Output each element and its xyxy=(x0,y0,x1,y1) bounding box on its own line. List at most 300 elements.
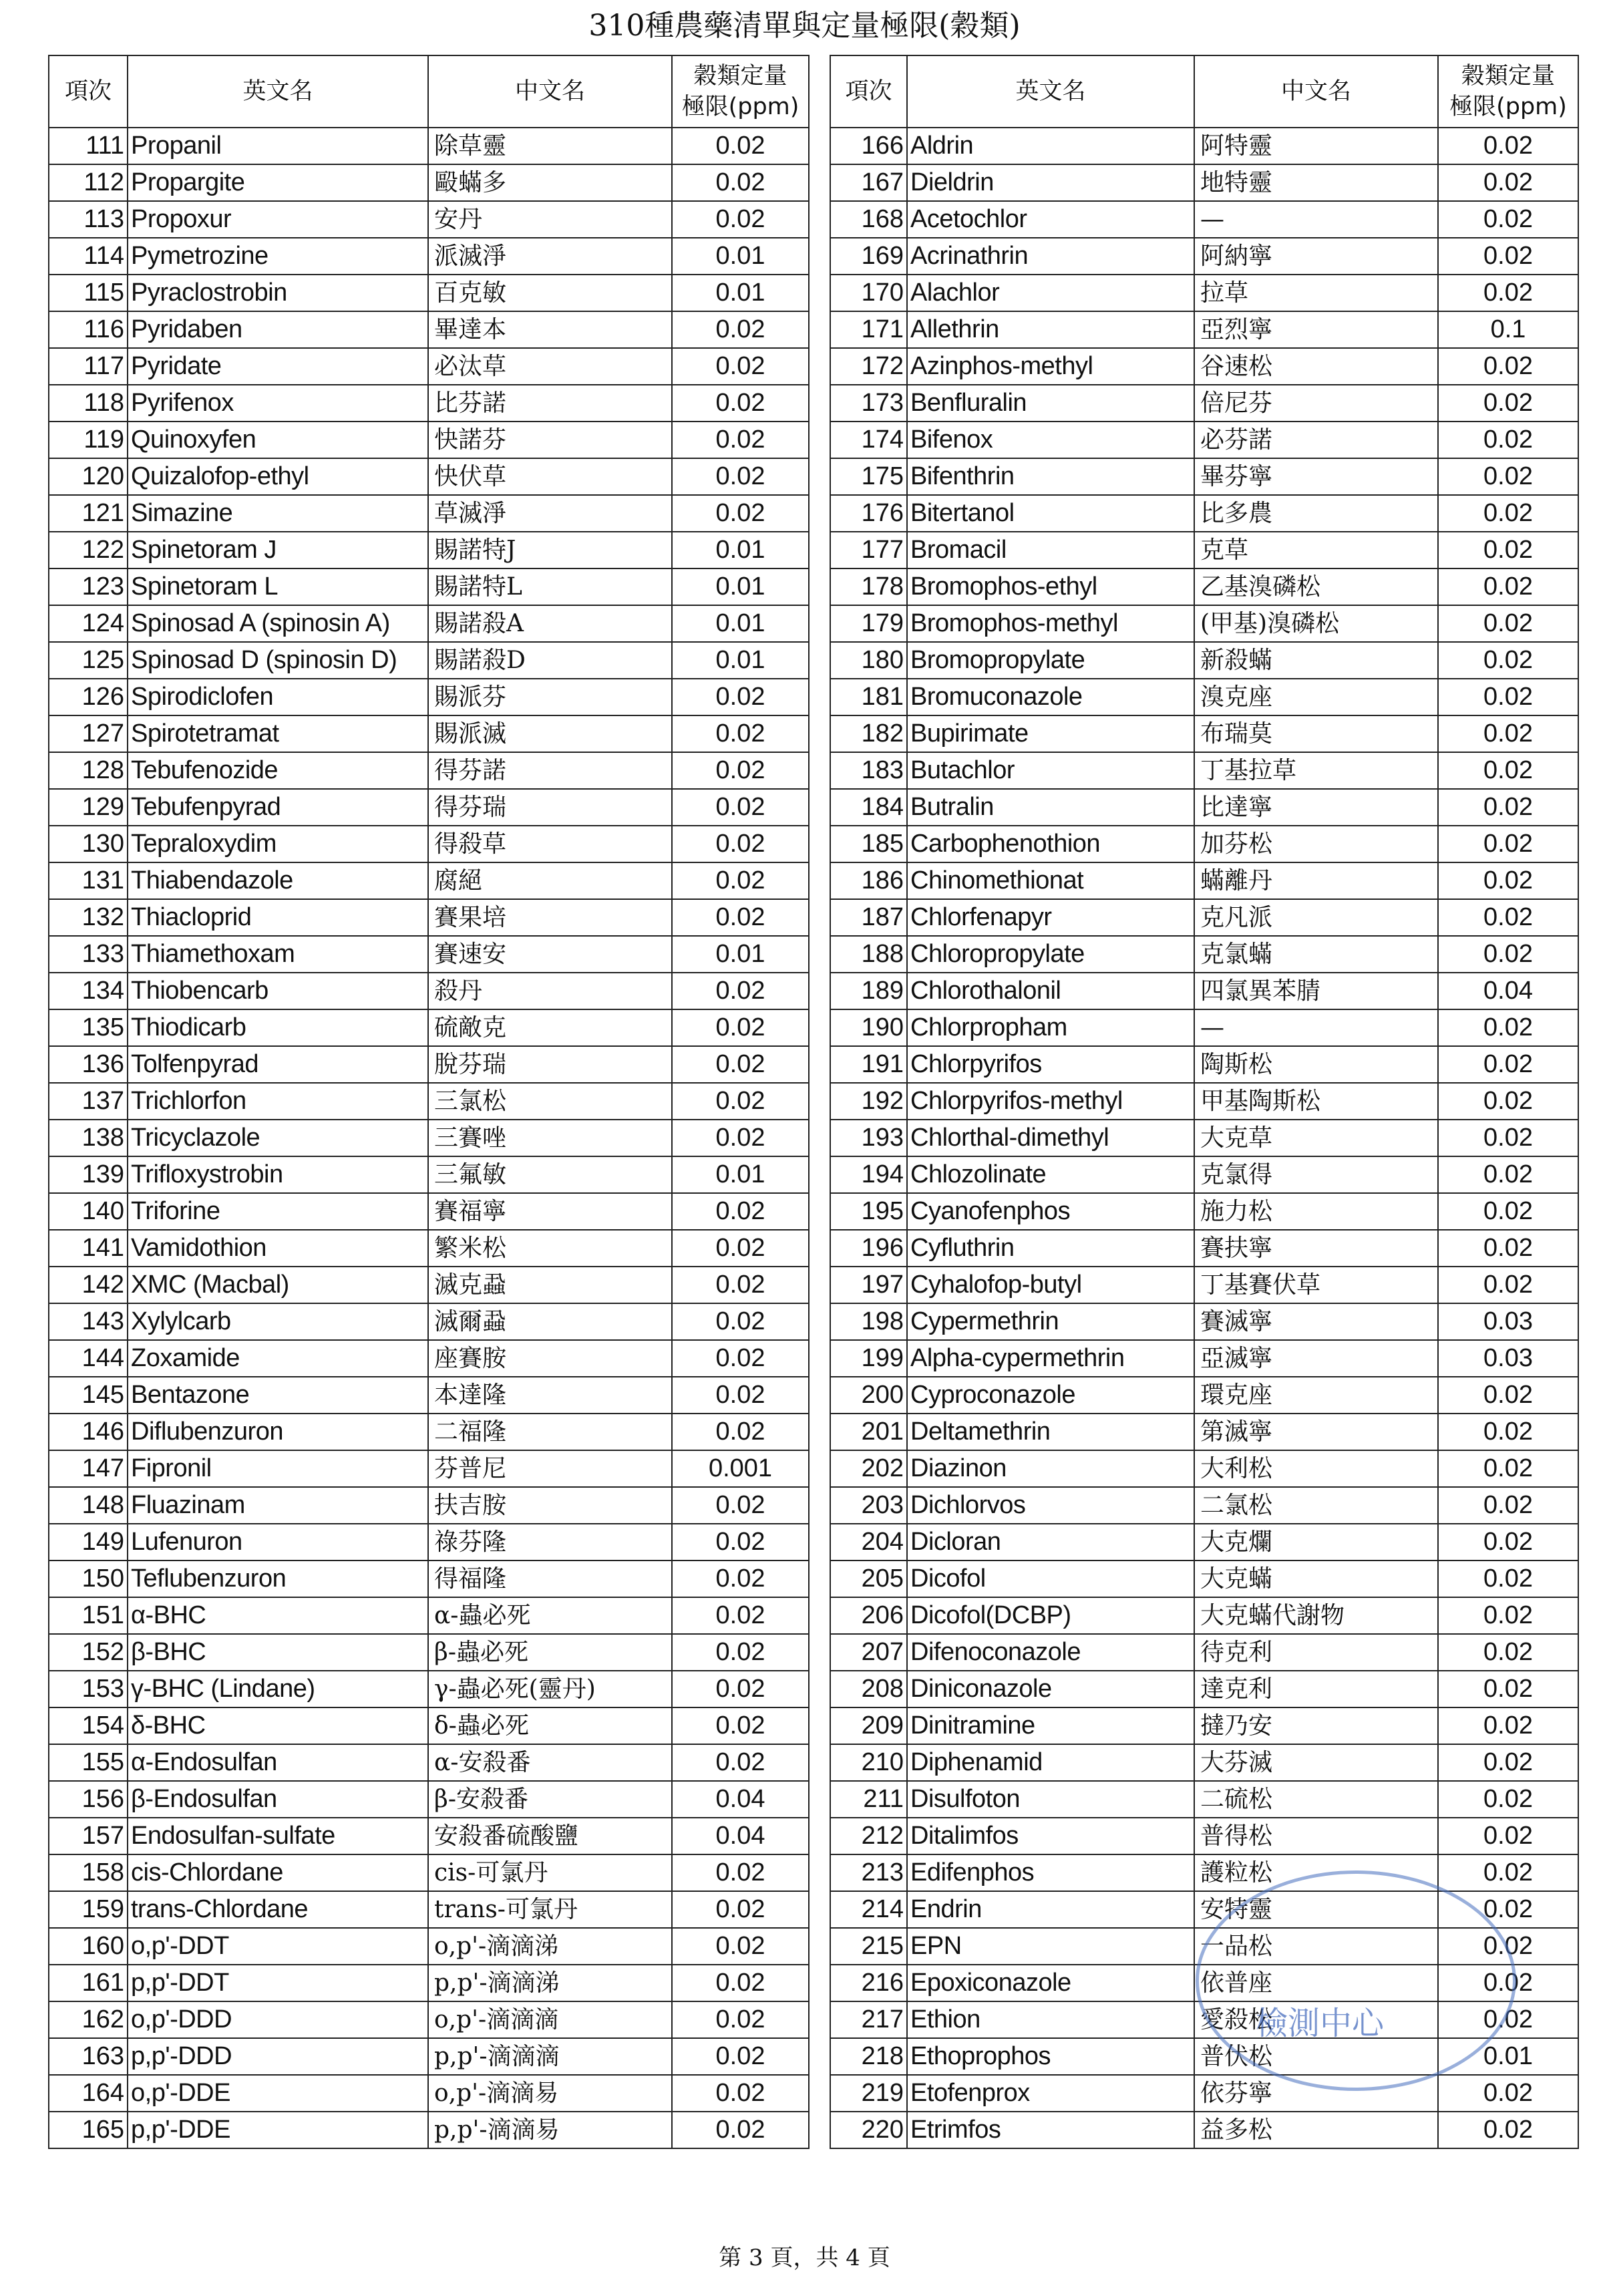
table-row xyxy=(830,862,1578,899)
chinese-name: 大克蟎代謝物 xyxy=(1194,1597,1438,1634)
english-name: α-BHC xyxy=(128,1597,428,1634)
chinese-name: 比芬諾 xyxy=(428,385,672,422)
english-name: Dieldrin xyxy=(907,164,1194,201)
loq-value: 0.02 xyxy=(1438,1744,1578,1781)
row-index: 145 xyxy=(49,1377,128,1414)
chinese-name: 賽扶寧 xyxy=(1194,1230,1438,1267)
english-name: Lufenuron xyxy=(128,1524,428,1561)
row-index: 156 xyxy=(49,1781,128,1818)
row-index: 163 xyxy=(49,2038,128,2075)
row-index: 210 xyxy=(830,1744,907,1781)
row-index: 165 xyxy=(49,2112,128,2148)
table-row xyxy=(49,2001,809,2038)
chinese-name: 必汰草 xyxy=(428,348,672,385)
english-name: Epoxiconazole xyxy=(907,1965,1194,2001)
chinese-name: 新殺蟎 xyxy=(1194,642,1438,679)
table-row xyxy=(830,568,1578,605)
loq-value: 0.02 xyxy=(672,899,809,936)
loq-value: 0.02 xyxy=(1438,1818,1578,1854)
row-index: 168 xyxy=(830,201,907,238)
chinese-name: 必芬諾 xyxy=(1194,422,1438,458)
table-row xyxy=(830,642,1578,679)
loq-value: 0.02 xyxy=(1438,385,1578,422)
chinese-name: γ-蟲必死(靈丹) xyxy=(428,1671,672,1707)
table-row xyxy=(830,1707,1578,1744)
loq-value: 0.02 xyxy=(672,1487,809,1524)
chinese-name: o,p'-滴滴滴 xyxy=(428,2001,672,2038)
row-index: 142 xyxy=(49,1267,128,1303)
row-index: 154 xyxy=(49,1707,128,1744)
row-index: 211 xyxy=(830,1781,907,1818)
loq-value: 0.02 xyxy=(1438,899,1578,936)
english-name: Etofenprox xyxy=(907,2075,1194,2112)
english-name: Bitertanol xyxy=(907,495,1194,532)
loq-value: 0.02 xyxy=(672,1597,809,1634)
table-row xyxy=(49,532,809,568)
chinese-name: 得殺草 xyxy=(428,826,672,862)
chinese-name: 第滅寧 xyxy=(1194,1414,1438,1450)
english-name: Spirodiclofen xyxy=(128,679,428,715)
chinese-name: 安殺番硫酸鹽 xyxy=(428,1818,672,1854)
row-index: 139 xyxy=(49,1156,128,1193)
chinese-name: 得福隆 xyxy=(428,1561,672,1597)
english-name: o,p'-DDT xyxy=(128,1928,428,1965)
table-row xyxy=(49,1156,809,1193)
row-index: 135 xyxy=(49,1009,128,1046)
table-row xyxy=(830,348,1578,385)
row-index: 113 xyxy=(49,201,128,238)
chinese-name: 達克利 xyxy=(1194,1671,1438,1707)
row-index: 179 xyxy=(830,605,907,642)
chinese-name: 得芬諾 xyxy=(428,752,672,789)
english-name: Diniconazole xyxy=(907,1671,1194,1707)
english-name: Bromuconazole xyxy=(907,679,1194,715)
table-row xyxy=(49,1083,809,1120)
english-name: Chlorpyrifos xyxy=(907,1046,1194,1083)
chinese-name: 護粒松 xyxy=(1194,1854,1438,1891)
chinese-name: 賜諾殺D xyxy=(428,642,672,679)
english-name: Cyanofenphos xyxy=(907,1193,1194,1230)
row-index: 193 xyxy=(830,1120,907,1156)
table-row xyxy=(830,973,1578,1009)
table-row xyxy=(49,1230,809,1267)
english-name: Pyridate xyxy=(128,348,428,385)
chinese-name: 賜諾特L xyxy=(428,568,672,605)
table-row xyxy=(830,311,1578,348)
english-name: Dinitramine xyxy=(907,1707,1194,1744)
english-name: Spirotetramat xyxy=(128,715,428,752)
loq-value: 0.02 xyxy=(672,1891,809,1928)
chinese-name: 繁米松 xyxy=(428,1230,672,1267)
table-row xyxy=(49,275,809,311)
chinese-name: 依芬寧 xyxy=(1194,2075,1438,2112)
chinese-name: 拉草 xyxy=(1194,275,1438,311)
english-name: Acetochlor xyxy=(907,201,1194,238)
loq-value: 0.02 xyxy=(1438,1524,1578,1561)
loq-value: 0.02 xyxy=(672,1561,809,1597)
row-index: 208 xyxy=(830,1671,907,1707)
table-row xyxy=(830,1267,1578,1303)
chinese-name: 大利松 xyxy=(1194,1450,1438,1487)
chinese-name: — xyxy=(1194,201,1438,238)
loq-value: 0.02 xyxy=(672,385,809,422)
table-row xyxy=(49,495,809,532)
loq-value: 0.02 xyxy=(1438,1561,1578,1597)
row-index: 175 xyxy=(830,458,907,495)
chinese-name: 二硫松 xyxy=(1194,1781,1438,1818)
english-name: Bromacil xyxy=(907,532,1194,568)
chinese-name: 芬普尼 xyxy=(428,1450,672,1487)
table-row xyxy=(830,1156,1578,1193)
english-name: Pyrifenox xyxy=(128,385,428,422)
chinese-name: 倍尼芬 xyxy=(1194,385,1438,422)
english-name: δ-BHC xyxy=(128,1707,428,1744)
row-index: 124 xyxy=(49,605,128,642)
table-row xyxy=(49,311,809,348)
chinese-name: 大克蟎 xyxy=(1194,1561,1438,1597)
chinese-name: 一品松 xyxy=(1194,1928,1438,1965)
row-index: 147 xyxy=(49,1450,128,1487)
row-index: 171 xyxy=(830,311,907,348)
table-row xyxy=(830,679,1578,715)
loq-value: 0.02 xyxy=(1438,201,1578,238)
loq-value: 0.02 xyxy=(672,2075,809,2112)
loq-value: 0.02 xyxy=(1438,1781,1578,1818)
row-index: 169 xyxy=(830,238,907,275)
chinese-name: 賽滅寧 xyxy=(1194,1303,1438,1340)
row-index: 198 xyxy=(830,1303,907,1340)
table-row xyxy=(830,422,1578,458)
chinese-name: 百克敏 xyxy=(428,275,672,311)
english-name: Ditalimfos xyxy=(907,1818,1194,1854)
english-name: Tepraloxydim xyxy=(128,826,428,862)
table-row xyxy=(830,715,1578,752)
english-name: Simazine xyxy=(128,495,428,532)
table-row xyxy=(49,1414,809,1450)
english-name: Tebufenozide xyxy=(128,752,428,789)
row-index: 217 xyxy=(830,2001,907,2038)
table-row xyxy=(830,385,1578,422)
pesticide-table-right xyxy=(830,55,1579,2149)
stamp-text: 檢測中心 xyxy=(1256,2005,1385,2042)
english-name: Thiacloprid xyxy=(128,899,428,936)
table-row xyxy=(49,385,809,422)
chinese-name: — xyxy=(1194,1009,1438,1046)
header-loq-line1: 穀類定量 xyxy=(693,63,787,90)
english-name: trans-Chlordane xyxy=(128,1891,428,1928)
english-name: Alachlor xyxy=(907,275,1194,311)
chinese-name: 阿特靈 xyxy=(1194,128,1438,164)
row-index: 146 xyxy=(49,1414,128,1450)
page-footer: 第 3 頁，共 4 頁 xyxy=(719,2245,890,2271)
row-index: 212 xyxy=(830,1818,907,1854)
row-index: 187 xyxy=(830,899,907,936)
row-index: 214 xyxy=(830,1891,907,1928)
header-english-name: 英文名 xyxy=(128,55,428,128)
loq-value: 0.02 xyxy=(1438,1009,1578,1046)
english-name: Quinoxyfen xyxy=(128,422,428,458)
loq-value: 0.02 xyxy=(672,164,809,201)
row-index: 166 xyxy=(830,128,907,164)
table-row xyxy=(49,1781,809,1818)
chinese-name: 阿納寧 xyxy=(1194,238,1438,275)
loq-value: 0.01 xyxy=(672,1156,809,1193)
loq-value: 0.02 xyxy=(1438,936,1578,973)
row-index: 158 xyxy=(49,1854,128,1891)
english-name: Dicofol(DCBP) xyxy=(907,1597,1194,1634)
chinese-name: 蟎離丹 xyxy=(1194,862,1438,899)
loq-value: 0.02 xyxy=(1438,422,1578,458)
chinese-name: α-蟲必死 xyxy=(428,1597,672,1634)
english-name: Acrinathrin xyxy=(907,238,1194,275)
row-index: 203 xyxy=(830,1487,907,1524)
loq-value: 0.02 xyxy=(672,1524,809,1561)
english-name: Endosulfan-sulfate xyxy=(128,1818,428,1854)
chinese-name: 二氯松 xyxy=(1194,1487,1438,1524)
table-row xyxy=(49,2038,809,2075)
chinese-name: cis-可氯丹 xyxy=(428,1854,672,1891)
loq-value: 0.02 xyxy=(672,128,809,164)
loq-value: 0.02 xyxy=(1438,862,1578,899)
english-name: Pyraclostrobin xyxy=(128,275,428,311)
row-index: 115 xyxy=(49,275,128,311)
row-index: 170 xyxy=(830,275,907,311)
english-name: Dicofol xyxy=(907,1561,1194,1597)
row-index: 143 xyxy=(49,1303,128,1340)
english-name: Bifenthrin xyxy=(907,458,1194,495)
table-row xyxy=(49,605,809,642)
loq-value: 0.02 xyxy=(1438,1083,1578,1120)
header-chinese-name: 中文名 xyxy=(1194,55,1438,128)
chinese-name: 賜派芬 xyxy=(428,679,672,715)
table-row xyxy=(830,899,1578,936)
loq-value: 0.02 xyxy=(672,1230,809,1267)
table-row xyxy=(830,1083,1578,1120)
table-row xyxy=(49,1561,809,1597)
chinese-name: 布瑞莫 xyxy=(1194,715,1438,752)
row-index: 125 xyxy=(49,642,128,679)
table-row xyxy=(830,1671,1578,1707)
chinese-name: p,p'-滴滴涕 xyxy=(428,1965,672,2001)
english-name: o,p'-DDE xyxy=(128,2075,428,2112)
row-index: 201 xyxy=(830,1414,907,1450)
chinese-name: 普得松 xyxy=(1194,1818,1438,1854)
chinese-name: β-蟲必死 xyxy=(428,1634,672,1671)
english-name: γ-BHC (Lindane) xyxy=(128,1671,428,1707)
loq-value: 0.02 xyxy=(1438,495,1578,532)
loq-value: 0.02 xyxy=(1438,532,1578,568)
chinese-name: 益多松 xyxy=(1194,2112,1438,2148)
loq-value: 0.02 xyxy=(1438,752,1578,789)
table-row xyxy=(830,1230,1578,1267)
loq-value: 0.02 xyxy=(1438,2075,1578,2112)
loq-value: 0.02 xyxy=(672,752,809,789)
row-index: 136 xyxy=(49,1046,128,1083)
loq-value: 0.01 xyxy=(672,568,809,605)
chinese-name: 比多農 xyxy=(1194,495,1438,532)
loq-value: 0.02 xyxy=(1438,605,1578,642)
table-row xyxy=(830,1193,1578,1230)
english-name: Thiabendazole xyxy=(128,862,428,899)
english-name: Tolfenpyrad xyxy=(128,1046,428,1083)
chinese-name: 丁基拉草 xyxy=(1194,752,1438,789)
table-row xyxy=(49,1854,809,1891)
row-index: 200 xyxy=(830,1377,907,1414)
loq-value: 0.02 xyxy=(1438,1230,1578,1267)
english-name: Thiodicarb xyxy=(128,1009,428,1046)
chinese-name: 安特靈 xyxy=(1194,1891,1438,1928)
loq-value: 0.01 xyxy=(672,936,809,973)
loq-value: 0.02 xyxy=(672,422,809,458)
row-index: 206 xyxy=(830,1597,907,1634)
table-row xyxy=(830,2075,1578,2112)
table-row xyxy=(830,1340,1578,1377)
table-row xyxy=(49,642,809,679)
row-index: 176 xyxy=(830,495,907,532)
loq-value: 0.02 xyxy=(672,1046,809,1083)
chinese-name: δ-蟲必死 xyxy=(428,1707,672,1744)
table-row xyxy=(49,2075,809,2112)
loq-value: 0.02 xyxy=(1438,679,1578,715)
english-name: Etrimfos xyxy=(907,2112,1194,2148)
row-index: 152 xyxy=(49,1634,128,1671)
chinese-name: 腐絕 xyxy=(428,862,672,899)
table-row xyxy=(49,899,809,936)
table-row xyxy=(830,1854,1578,1891)
table-row xyxy=(49,422,809,458)
chinese-name: 二福隆 xyxy=(428,1414,672,1450)
loq-value: 0.02 xyxy=(672,348,809,385)
row-index: 191 xyxy=(830,1046,907,1083)
row-index: 120 xyxy=(49,458,128,495)
row-index: 197 xyxy=(830,1267,907,1303)
loq-value: 0.02 xyxy=(1438,789,1578,826)
loq-value: 0.02 xyxy=(672,1744,809,1781)
english-name: Propoxur xyxy=(128,201,428,238)
loq-value: 0.02 xyxy=(672,1120,809,1156)
table-row xyxy=(49,568,809,605)
english-name: Bentazone xyxy=(128,1377,428,1414)
row-index: 132 xyxy=(49,899,128,936)
chinese-name: 安丹 xyxy=(428,201,672,238)
row-index: 137 xyxy=(49,1083,128,1120)
chinese-name: 快諾芬 xyxy=(428,422,672,458)
row-index: 180 xyxy=(830,642,907,679)
row-index: 205 xyxy=(830,1561,907,1597)
row-index: 114 xyxy=(49,238,128,275)
chinese-name: 環克座 xyxy=(1194,1377,1438,1414)
loq-value: 0.02 xyxy=(1438,642,1578,679)
loq-value: 0.02 xyxy=(1438,1854,1578,1891)
chinese-name: 甲基陶斯松 xyxy=(1194,1083,1438,1120)
english-name: p,p'-DDT xyxy=(128,1965,428,2001)
table-row xyxy=(49,1634,809,1671)
row-index: 192 xyxy=(830,1083,907,1120)
row-index: 150 xyxy=(49,1561,128,1597)
english-name: Propargite xyxy=(128,164,428,201)
english-name: Spinetoram J xyxy=(128,532,428,568)
loq-value: 0.02 xyxy=(1438,1634,1578,1671)
loq-value: 0.02 xyxy=(672,458,809,495)
chinese-name: 陶斯松 xyxy=(1194,1046,1438,1083)
loq-value: 0.02 xyxy=(1438,1487,1578,1524)
table-row xyxy=(49,1377,809,1414)
loq-value: 0.02 xyxy=(672,1340,809,1377)
loq-value: 0.02 xyxy=(1438,458,1578,495)
loq-value: 0.02 xyxy=(1438,1267,1578,1303)
loq-value: 0.02 xyxy=(1438,1707,1578,1744)
table-row xyxy=(830,1524,1578,1561)
row-index: 133 xyxy=(49,936,128,973)
chinese-name: 畢芬寧 xyxy=(1194,458,1438,495)
loq-value: 0.02 xyxy=(1438,568,1578,605)
table-row xyxy=(49,1303,809,1340)
table-row xyxy=(49,458,809,495)
english-name: p,p'-DDD xyxy=(128,2038,428,2075)
table-row xyxy=(49,1597,809,1634)
loq-value: 0.02 xyxy=(672,1634,809,1671)
chinese-name: 畢達本 xyxy=(428,311,672,348)
chinese-name: 克凡派 xyxy=(1194,899,1438,936)
table-row xyxy=(49,1965,809,2001)
english-name: Chlorpropham xyxy=(907,1009,1194,1046)
header-chinese-name: 中文名 xyxy=(428,55,672,128)
english-name: Fipronil xyxy=(128,1450,428,1487)
table-row xyxy=(49,1046,809,1083)
chinese-name: 得芬瑞 xyxy=(428,789,672,826)
loq-value: 0.01 xyxy=(672,642,809,679)
chinese-name: 普伏松 xyxy=(1194,2038,1438,2075)
loq-value: 0.02 xyxy=(672,862,809,899)
loq-value: 0.02 xyxy=(1438,2112,1578,2148)
chinese-name: 撻乃安 xyxy=(1194,1707,1438,1744)
chinese-name: α-安殺番 xyxy=(428,1744,672,1781)
loq-value: 0.02 xyxy=(672,1854,809,1891)
loq-value: 0.01 xyxy=(672,275,809,311)
table-row xyxy=(830,1487,1578,1524)
row-index: 129 xyxy=(49,789,128,826)
chinese-name: 三氯松 xyxy=(428,1083,672,1120)
english-name: Cyhalofop-butyl xyxy=(907,1267,1194,1303)
table-row xyxy=(49,862,809,899)
row-index: 121 xyxy=(49,495,128,532)
header-loq-line2: 極限(ppm) xyxy=(681,94,799,120)
english-name: Tricyclazole xyxy=(128,1120,428,1156)
chinese-name: 大克爛 xyxy=(1194,1524,1438,1561)
row-index: 196 xyxy=(830,1230,907,1267)
table-row xyxy=(49,1744,809,1781)
header-index: 項次 xyxy=(830,55,907,128)
table-row xyxy=(49,1928,809,1965)
table-row xyxy=(830,128,1578,164)
loq-value: 0.02 xyxy=(1438,1671,1578,1707)
pesticide-table-left xyxy=(48,55,810,2149)
loq-value: 0.02 xyxy=(672,1267,809,1303)
table-row xyxy=(49,1524,809,1561)
english-name: Fluazinam xyxy=(128,1487,428,1524)
chinese-name: 地特靈 xyxy=(1194,164,1438,201)
table-row xyxy=(49,1120,809,1156)
row-index: 119 xyxy=(49,422,128,458)
chinese-name: 殺丹 xyxy=(428,973,672,1009)
row-index: 204 xyxy=(830,1524,907,1561)
english-name: Zoxamide xyxy=(128,1340,428,1377)
chinese-name: 祿芬隆 xyxy=(428,1524,672,1561)
chinese-name: 扶吉胺 xyxy=(428,1487,672,1524)
loq-value: 0.04 xyxy=(672,1781,809,1818)
chinese-name: (甲基)溴磷松 xyxy=(1194,605,1438,642)
table-row xyxy=(830,1781,1578,1818)
